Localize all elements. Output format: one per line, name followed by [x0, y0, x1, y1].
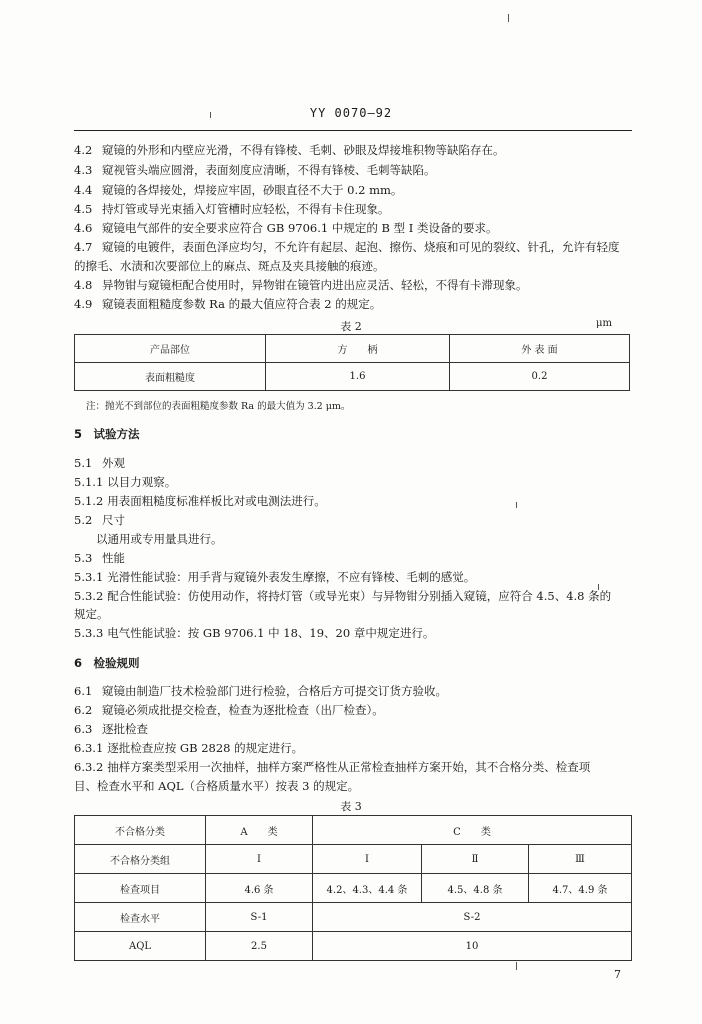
table3-cell: I [206, 845, 313, 874]
table3-cell: 4.5、4.8 条 [422, 874, 529, 903]
table3-cell: 10 [313, 932, 632, 961]
table3-cell: C 类 [313, 816, 632, 845]
clause-5-3-2-cont: 规定。 [74, 607, 109, 621]
table2-unit: μm [596, 318, 612, 329]
table3-caption: 表 3 [340, 800, 362, 813]
table3-cell: 4.7、4.9 条 [529, 874, 632, 903]
page-number: 7 [614, 968, 621, 981]
clause-5-3-1: 5.3.1 光滑性能试验：用手背与窥镜外表发生摩擦，不应有锋棱、毛刺的感觉。 [74, 570, 476, 584]
clause-6-3-2: 6.3.2 抽样方案类型采用一次抽样，抽样方案严格性从正常检查抽样方案开始，其不合格分类、检查项 [74, 760, 591, 774]
table3-cell: Ⅲ [529, 845, 632, 874]
clause-4-3: 4.3 窥视管头端应圆滑，表面刻度应清晰，不得有锋棱、毛刺等缺陷。 [74, 163, 436, 177]
clause-4-7: 4.7 窥镜的电镀件，表面色泽应均匀，不允许有起层、起泡、擦伤、烧痕和可见的裂纹、针孔，允许有轻度 [74, 240, 620, 254]
table2-header: 外 表 面 [450, 335, 630, 363]
table3-cell: Ⅱ [422, 845, 529, 874]
clause-6-3-1: 6.3.1 逐批检查应按 GB 2828 的规定进行。 [74, 741, 304, 755]
table3-row-label: 不合格分类组 [75, 845, 206, 874]
scan-mark-2 [210, 112, 211, 118]
clause-6-3-2-cont: 目、检查水平和 AQL（合格质量水平）按表 3 的规定。 [74, 779, 360, 793]
clause-5-3-2: 5.3.2 配合性能试验：仿使用动作，将持灯管（或导光束）与异物钳分别插入窥镜，应符合 4.5、4.8 条的 [74, 589, 612, 603]
table3-cell: I [313, 845, 422, 874]
section5-heading: 5 试验方法 [74, 427, 140, 441]
clause-4-6: 4.6 窥镜电气部件的安全要求应符合 GB 9706.1 中规定的 B 型 I 类设备的要求。 [74, 221, 498, 235]
table3 [74, 815, 632, 961]
clause-4-5: 4.5 持灯管或导光束插入灯管槽时应轻松，不得有卡住现象。 [74, 202, 390, 216]
table3-cell: 2.5 [206, 932, 313, 961]
clause-4-4: 4.4 窥镜的各焊接处，焊接应牢固，砂眼直径不大于 0.2 mm。 [74, 183, 403, 197]
clause-4-7-cont: 的擦毛、水渍和次要部位上的麻点、斑点及夹具接触的痕迹。 [74, 259, 385, 273]
table3-row-label: 检查项目 [75, 874, 206, 903]
header-rule [74, 130, 632, 131]
document-header: YY 0070—92 [309, 106, 393, 120]
table2-note: 注：抛光不到部位的表面粗糙度参数 Ra 的最大值为 3.2 μm。 [86, 401, 351, 412]
table2-cell: 表面粗糙度 [75, 363, 266, 391]
clause-6-2: 6.2 窥镜必须成批提交检查，检查为逐批检查（出厂检查）。 [74, 703, 384, 717]
table3-row-label: AQL [75, 932, 206, 961]
clause-5-3-3: 5.3.3 电气性能试验：按 GB 9706.1 中 18、19、20 章中规定进行。 [74, 626, 435, 640]
table2-header: 方 柄 [266, 335, 450, 363]
clause-5-2-text: 以通用或专用量具进行。 [96, 532, 223, 546]
clause-6-3: 6.3 逐批检查 [74, 722, 148, 736]
table2-header: 产品部位 [75, 335, 266, 363]
clause-6-1: 6.1 窥镜由制造厂技术检验部门进行检验，合格后方可提交订货方验收。 [74, 684, 447, 698]
table2 [74, 334, 630, 391]
table3-cell: S-2 [313, 903, 632, 932]
clause-5-2: 5.2 尺寸 [74, 513, 125, 527]
clause-5-3: 5.3 性能 [74, 551, 125, 565]
clause-5-1-1: 5.1.1 以目力观察。 [74, 475, 177, 489]
clause-5-1: 5.1 外观 [74, 456, 125, 470]
scan-mark-1 [508, 14, 509, 22]
table3-cell: S-1 [206, 903, 313, 932]
table2-cell: 0.2 [450, 363, 630, 391]
section6-heading: 6 检验规则 [74, 656, 140, 670]
table3-cell: 4.6 条 [206, 874, 313, 903]
clause-4-8: 4.8 异物钳与窥镜柜配合使用时，异物钳在镜管内进出应灵活、轻松，不得有卡滞现象。 [74, 278, 528, 292]
table3-cell: 4.2、4.3、4.4 条 [313, 874, 422, 903]
table3-cell: A 类 [206, 816, 313, 845]
clause-5-1-2: 5.1.2 用表面粗糙度标准样板比对或电测法进行。 [74, 494, 326, 508]
table2-cell: 1.6 [266, 363, 450, 391]
table3-row-label: 检查水平 [75, 903, 206, 932]
clause-4-9: 4.9 窥镜表面粗糙度参数 Ra 的最大值应符合表 2 的规定。 [74, 297, 382, 311]
table3-row-label: 不合格分类 [75, 816, 206, 845]
table2-caption: 表 2 [340, 320, 362, 333]
scan-mark-4 [516, 962, 517, 970]
clause-4-2: 4.2 窥镜的外形和内壁应光滑，不得有锋棱、毛刺、砂眼及焊接堆积物等缺陷存在。 [74, 143, 505, 157]
